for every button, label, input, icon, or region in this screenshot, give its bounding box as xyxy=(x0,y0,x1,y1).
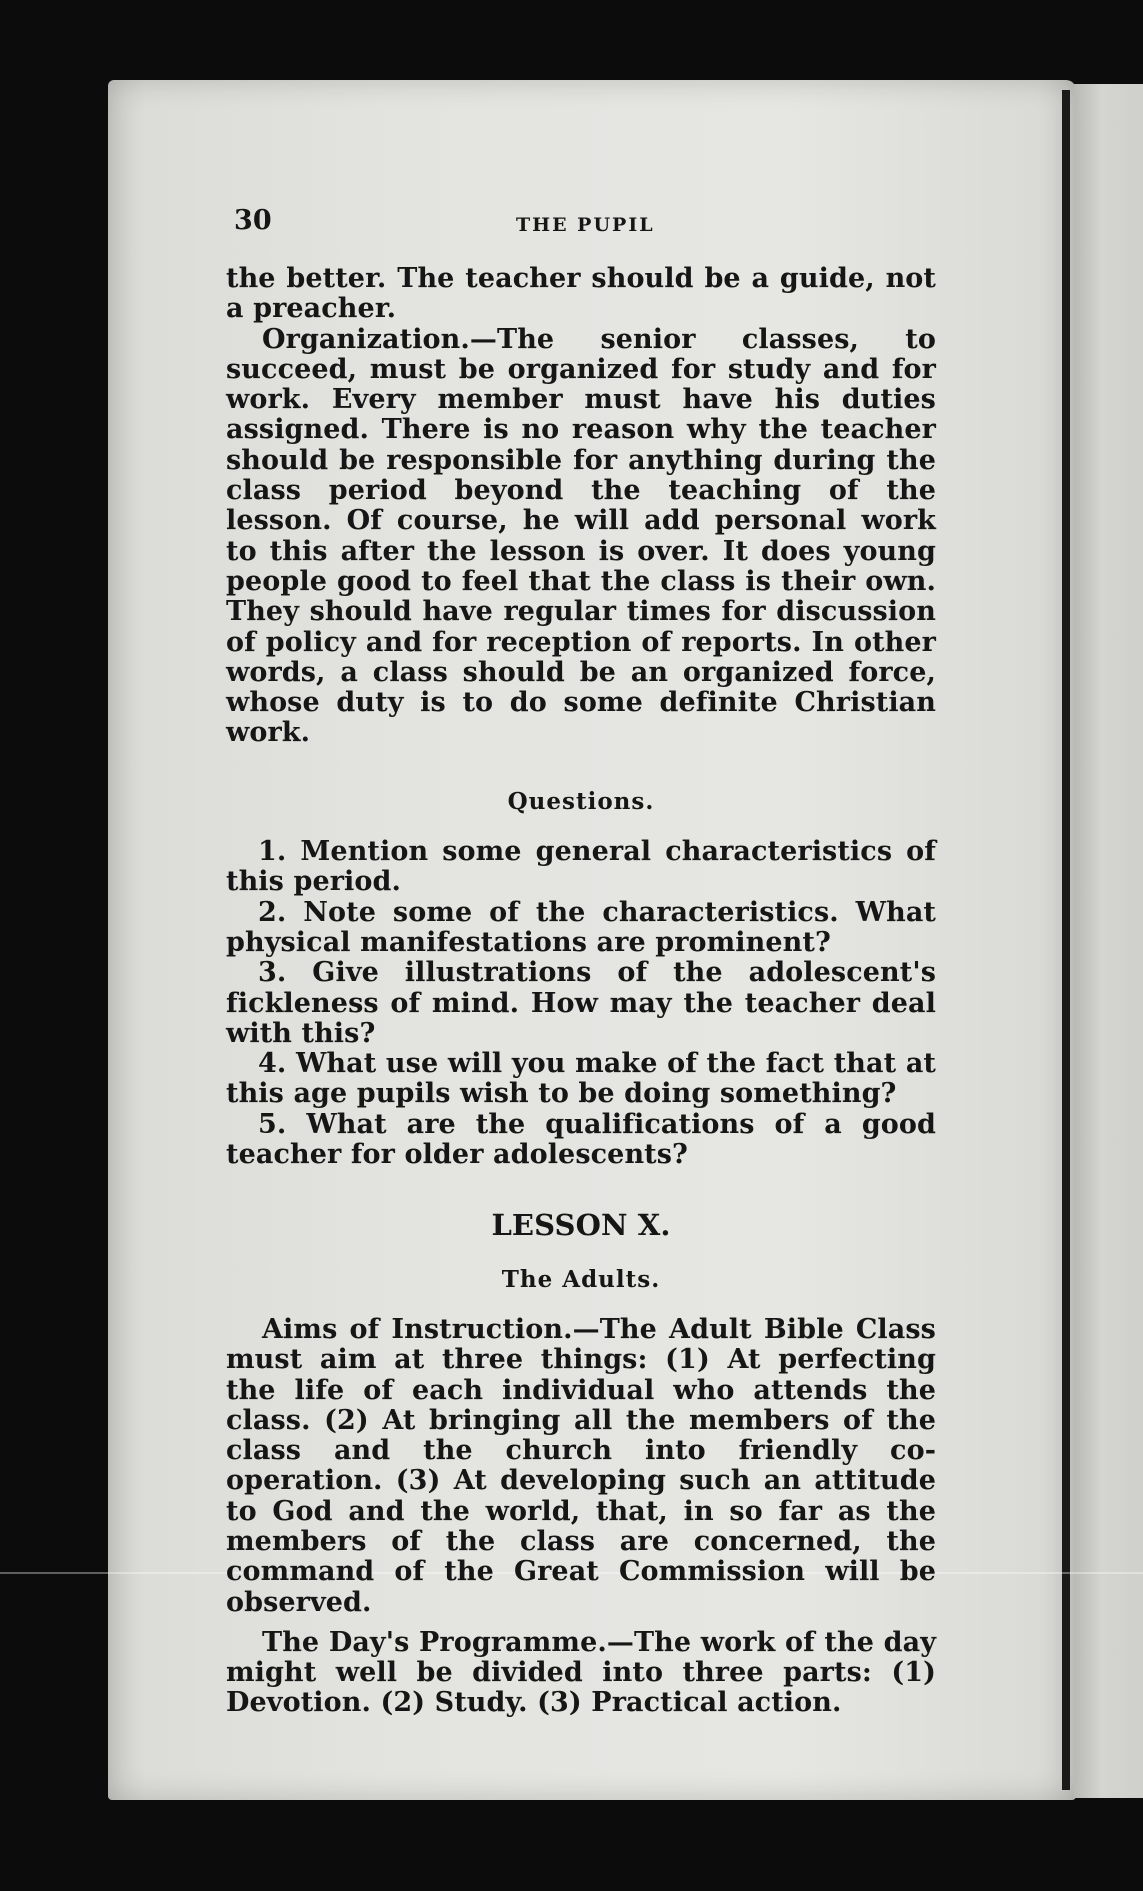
book-spine xyxy=(1062,90,1070,1790)
lesson-subheading: The Adults. xyxy=(501,1265,661,1293)
organization-run-in-head: Organization. xyxy=(262,323,470,355)
programme-run-in-head: The Day's Programme. xyxy=(262,1626,607,1658)
paragraph-programme xyxy=(226,1628,936,1719)
aims-body: —The Adult Bible Class must aim at three things: (1) At perfecting the life of each individual who attends the class. (2) At bringing all the members of the class and the church into friendly co-operation. (3) At developing such an attitude to God and the world, that, in so far as the members of the class are concerned, the command of the Great Commission will be observed. xyxy=(226,1313,936,1618)
question-item: 3. Give illustrations of the adolescent's fickleness of mind. How may the teacher deal with this? xyxy=(226,957,936,1049)
organization-body: —The senior classes, to succeed, must be organized for study and for work. Every member must have his duties assigned. There is no reason why the teacher should be responsible for anything during the class period beyond the teaching of the lesson. Of course, he will add personal work to this after the lesson is over. It does young people good to feel that the class is their own. They should have regular times for discussion of policy and for reception of reports. In other words, a class should be an organized force, whose duty is to do some definite Christian work. xyxy=(226,323,936,749)
lesson-heading: LESSON X. xyxy=(491,1208,671,1243)
question-item: 5. What are the qualifications of a good teacher for older adolescents? xyxy=(226,1108,936,1171)
page-header xyxy=(226,206,936,236)
paragraph-aims xyxy=(226,1315,936,1618)
programme-body: —The work of the day might well be divided into three parts: (1) Devotion. (2) Study. (3) Practical action. xyxy=(226,1626,936,1719)
page-text xyxy=(226,206,936,1719)
adjacent-page-edge xyxy=(1074,84,1143,1798)
paragraph-organization xyxy=(226,325,936,749)
questions-heading: Questions. xyxy=(507,787,655,815)
page-number: 30 xyxy=(234,205,272,236)
question-item: 2. Note some of the characteristics. What physical manifestations are prominent? xyxy=(226,896,936,958)
question-item: 4. What use will you make of the fact that at this age pupils wish to be doing something? xyxy=(226,1048,936,1110)
aims-run-in-head: Aims of Instruction. xyxy=(262,1313,573,1345)
questions-list xyxy=(226,837,936,1170)
paragraph-continuation: the better. The teacher should be a guide, not a preacher. xyxy=(226,263,936,325)
question-item: 1. Mention some general characteristics of this period. xyxy=(226,836,936,898)
running-head: THE PUPIL xyxy=(516,214,655,236)
